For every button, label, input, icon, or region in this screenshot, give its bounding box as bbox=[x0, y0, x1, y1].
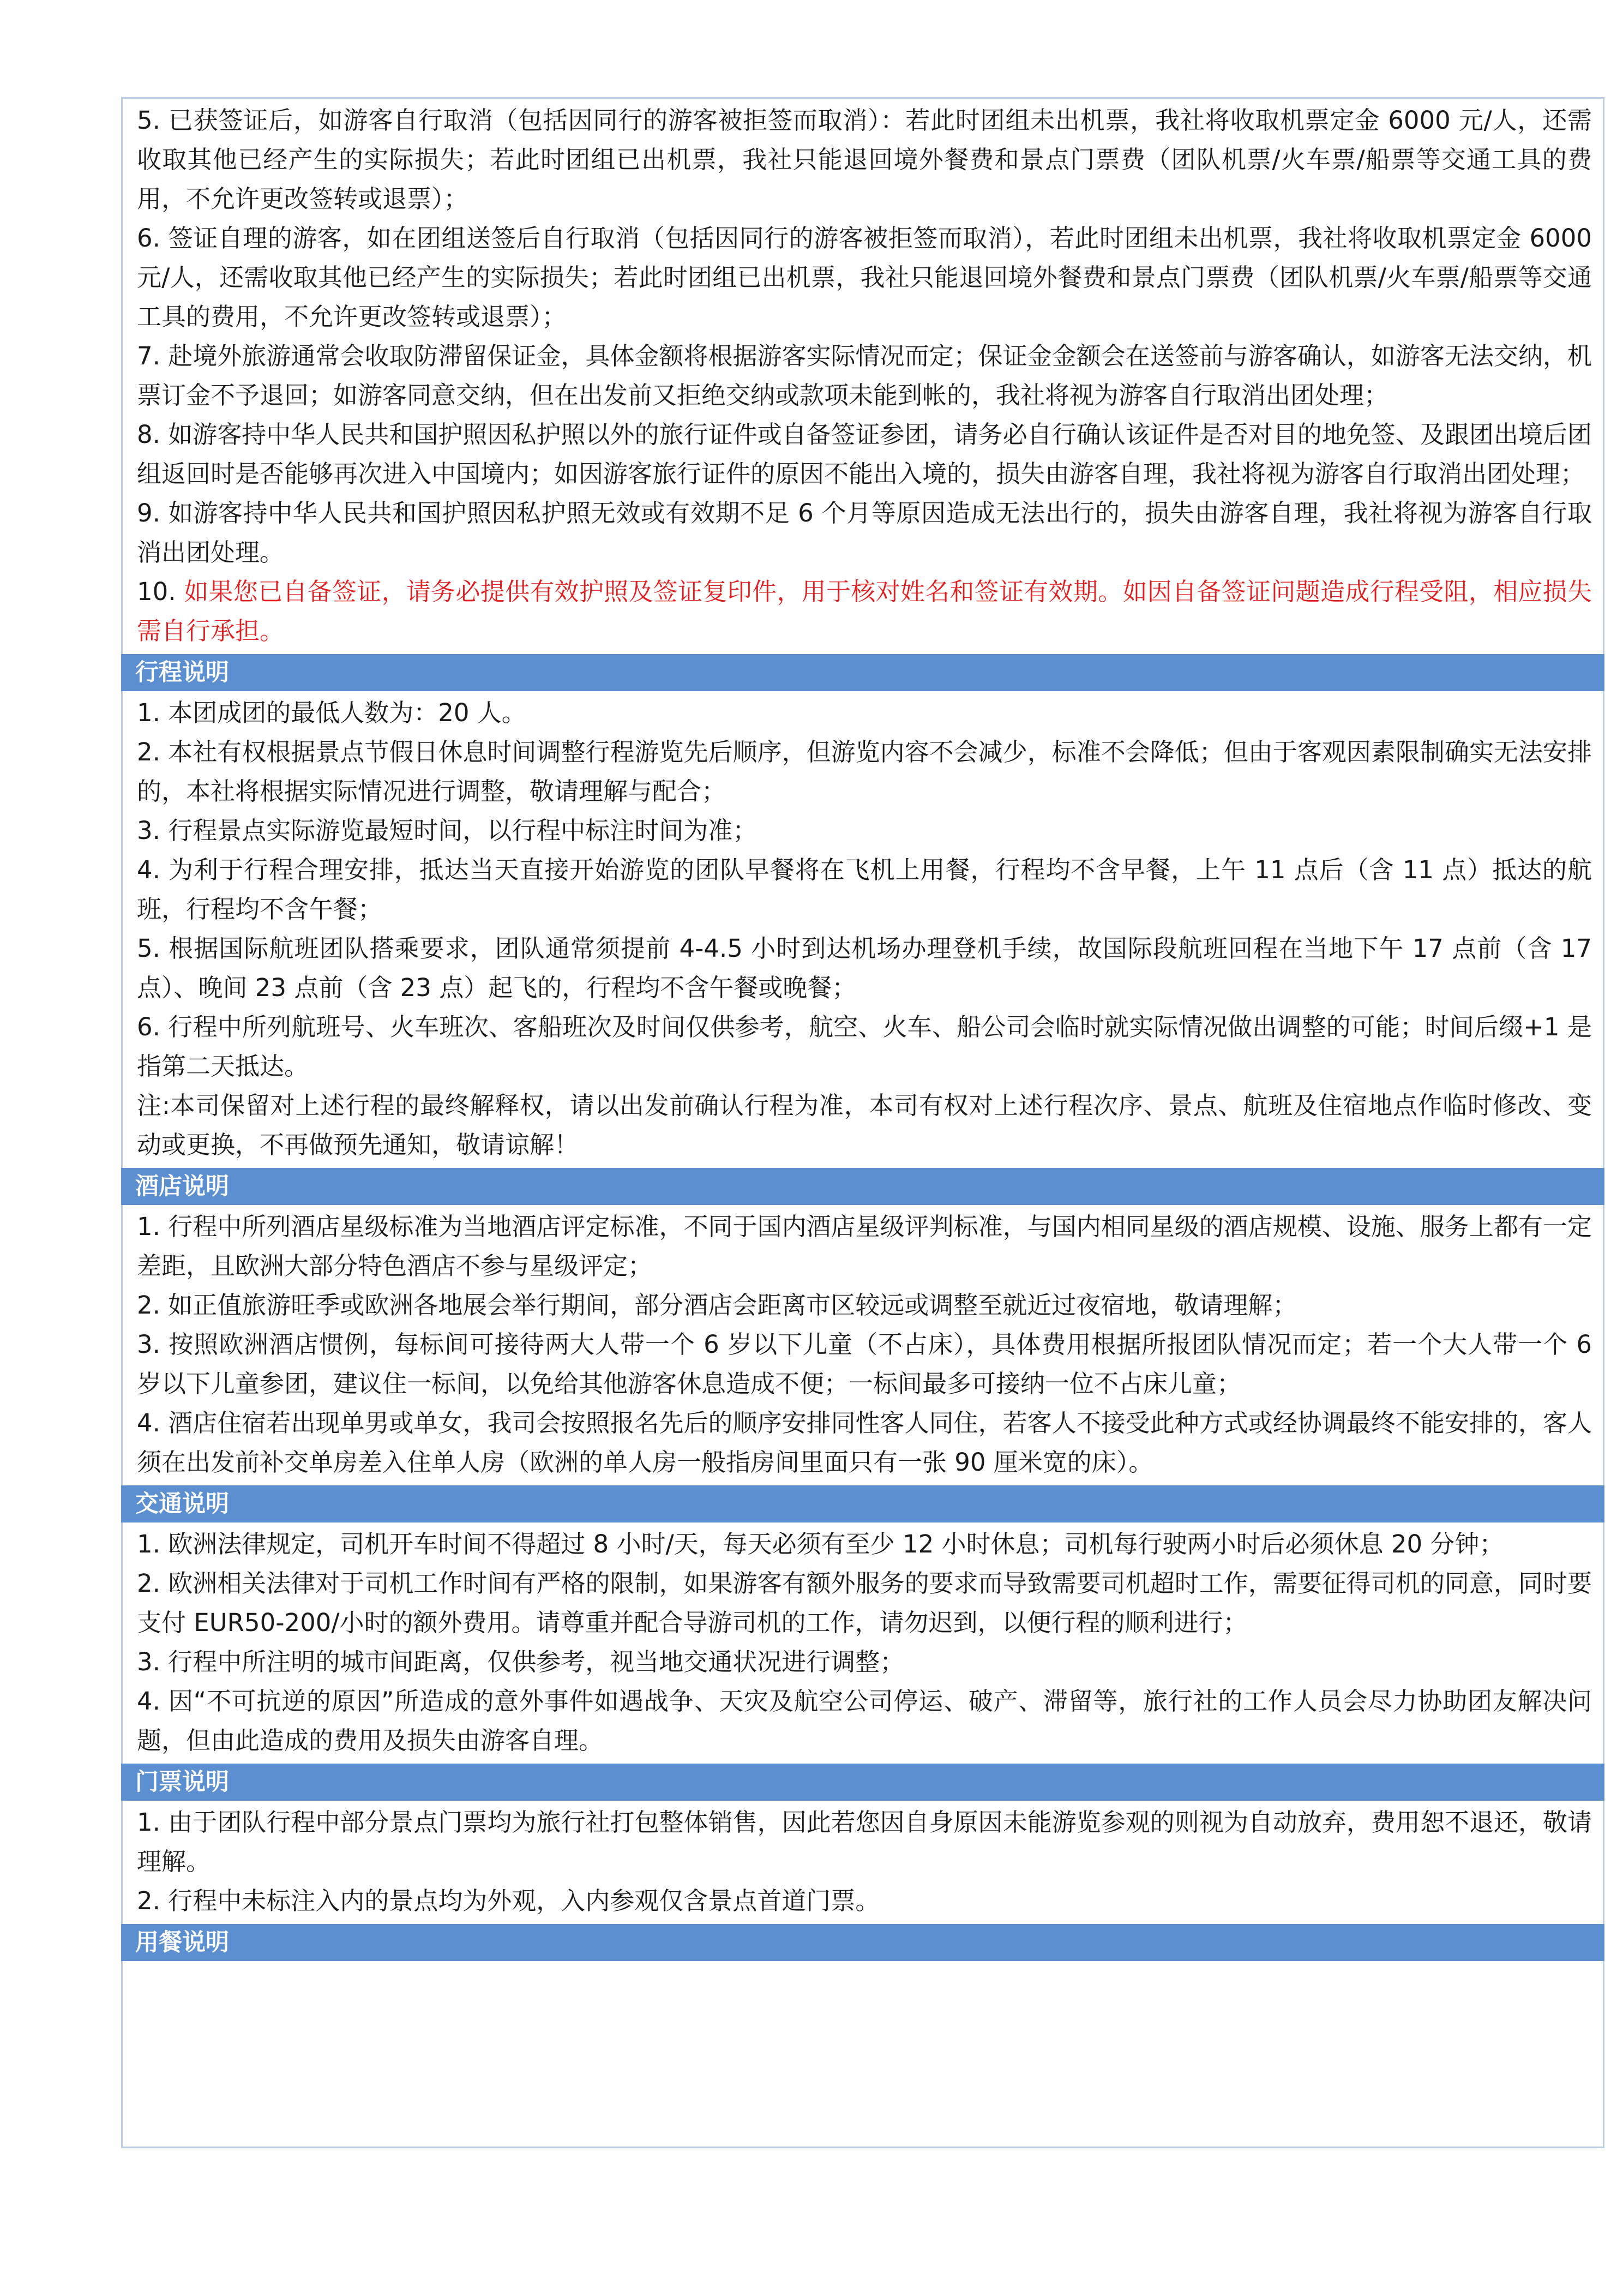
visa-note-10-warning: 如果您已自备签证，请务必提供有效护照及签证复印件，用于核对姓名和签证有效期。如因自备签证问题造成行程受阻，相应损失需自行承担。 bbox=[137, 577, 1592, 645]
section-title-tickets: 门票说明 bbox=[121, 1764, 1604, 1801]
itinerary-note: 1. 本团成团的最低人数为：20 人。 bbox=[137, 698, 526, 727]
section-title-hotel: 酒店说明 bbox=[121, 1168, 1604, 1205]
visa-notes-block bbox=[123, 99, 1603, 654]
itinerary-notes-block bbox=[123, 691, 1603, 1168]
visa-note-8: 8. 如游客持中华人民共和国护照因私护照以外的旅行证件或自备签证参团，请务必自行确认该证件是否对目的地免签、及跟团出境后团组返回时是否能够再次进入中国境内；如因游客旅行证件的原因不能出入境的，损失由游客自理，我社将视为游客自行取消出团处理； bbox=[137, 420, 1592, 488]
ticket-notes-block bbox=[123, 1801, 1603, 1924]
transport-note: 3. 行程中所注明的城市间距离，仅供参考，视当地交通状况进行调整； bbox=[137, 1647, 905, 1676]
transport-note: 1. 欧洲法律规定，司机开车时间不得超过 8 小时/天，每天必须有至少 12 小时休息；司机每行驶两小时后必须休息 20 分钟； bbox=[137, 1530, 1504, 1558]
visa-note-10 bbox=[123, 572, 1603, 651]
itinerary-note: 4. 为利于行程合理安排，抵达当天直接开始游览的团队早餐将在飞机上用餐，行程均不含早餐，上午 11 点后（含 11 点）抵达的航班，行程均不含午餐； bbox=[137, 855, 1592, 924]
hotel-notes-block bbox=[123, 1205, 1603, 1485]
visa-note-9: 9. 如游客持中华人民共和国护照因私护照无效或有效期不足 6 个月等原因造成无法出行的，损失由游客自理，我社将视为游客自行取消出团处理。 bbox=[137, 499, 1592, 567]
section-title-meals: 用餐说明 bbox=[121, 1924, 1604, 1961]
terms-document bbox=[121, 97, 1604, 2148]
section-title-transport: 交通说明 bbox=[121, 1485, 1604, 1522]
hotel-note: 3. 按照欧洲酒店惯例，每标间可接待两大人带一个 6 岁以下儿童（不占床），具体费用根据所报团队情况而定；若一个大人带一个 6 岁以下儿童参团，建议住一标间，以免给其他游客休息造成不便；一标间最多可接纳一位不占床儿童； bbox=[137, 1330, 1592, 1398]
itinerary-note: 3. 行程景点实际游览最短时间，以行程中标注时间为准； bbox=[137, 816, 758, 845]
hotel-note: 4. 酒店住宿若出现单男或单女，我司会按照报名先后的顺序安排同性客人同住，若客人不接受此种方式或经协调最终不能安排的，客人须在出发前补交单房差入住单人房（欧洲的单人房一般指房间里面只有一张 90 厘米宽的床）。 bbox=[137, 1408, 1592, 1477]
visa-note-6: 6. 签证自理的游客，如在团组送签后自行取消（包括因同行的游客被拒签而取消），若此时团组未出机票，我社将收取机票定金 6000 元/人，还需收取其他已经产生的实际损失；若此时团组已出机票，我社只能退回境外餐费和景点门票费（团队机票/火车票/船票等交通工具的费用，不允许更改签转或退票）； bbox=[137, 224, 1592, 331]
itinerary-note: 6. 行程中所列航班号、火车班次、客船班次及时间仅供参考，航空、火车、船公司会临时就实际情况做出调整的可能；时间后缀+1 是指第二天抵达。 bbox=[137, 1012, 1592, 1081]
itinerary-note: 2. 本社有权根据景点节假日休息时间调整行程游览先后顺序，但游览内容不会减少，标准不会降低；但由于客观因素限制确实无法安排的，本社将根据实际情况进行调整，敬请理解与配合； bbox=[137, 738, 1592, 806]
transport-note: 2. 欧洲相关法律对于司机工作时间有严格的限制，如果游客有额外服务的要求而导致需要司机超时工作，需要征得司机的同意，同时要支付 EUR50-200/小时的额外费用。请尊重并配合导游司机的工作，请勿迟到，以便行程的顺利进行； bbox=[137, 1569, 1592, 1637]
visa-note-7: 7. 赴境外旅游通常会收取防滞留保证金，具体金额将根据游客实际情况而定；保证金金额会在送签前与游客确认，如游客无法交纳，机票订金不予退回；如游客同意交纳，但在出发前又拒绝交纳或款项未能到帐的，我社将视为游客自行取消出团处理； bbox=[137, 341, 1592, 410]
section-title-itinerary: 行程说明 bbox=[121, 654, 1604, 691]
ticket-note: 1. 由于团队行程中部分景点门票均为旅行社打包整体销售，因此若您因自身原因未能游览参观的则视为自动放弃，费用恕不退还，敬请理解。 bbox=[137, 1808, 1592, 1876]
visa-note-5: 5. 已获签证后，如游客自行取消（包括因同行的游客被拒签而取消）：若此时团组未出机票，我社将收取机票定金 6000 元/人，还需收取其他已经产生的实际损失；若此时团组已出机票，我社只能退回境外餐费和景点门票费（团队机票/火车票/船票等交通工具的费用，不允许更改签转或退票）； bbox=[137, 106, 1592, 213]
transport-notes-block bbox=[123, 1522, 1603, 1764]
hotel-note: 1. 行程中所列酒店星级标准为当地酒店评定标准，不同于国内酒店星级评判标准，与国内相同星级的酒店规模、设施、服务上都有一定差距，且欧洲大部分特色酒店不参与星级评定； bbox=[137, 1212, 1592, 1280]
ticket-note: 2. 行程中未标注入内的景点均为外观，入内参观仅含景点首道门票。 bbox=[137, 1886, 880, 1915]
visa-note-10-number: 10. bbox=[137, 577, 176, 606]
transport-note: 4. 因“不可抗逆的原因”所造成的意外事件如遇战争、天灾及航空公司停运、破产、滞留等，旅行社的工作人员会尽力协助团友解决问题，但由此造成的费用及损失由游客自理。 bbox=[137, 1687, 1592, 1755]
itinerary-disclaimer: 注:本司保留对上述行程的最终解释权，请以出发前确认行程为准，本司有权对上述行程次序、景点、航班及住宿地点作临时修改、变动或更换，不再做预先通知，敬请谅解！ bbox=[137, 1091, 1592, 1159]
hotel-note: 2. 如正值旅游旺季或欧洲各地展会举行期间，部分酒店会距离市区较远或调整至就近过夜宿地，敬请理解； bbox=[137, 1291, 1297, 1320]
itinerary-note: 5. 根据国际航班团队搭乘要求，团队通常须提前 4-4.5 小时到达机场办理登机手续，故国际段航班回程在当地下午 17 点前（含 17 点）、晚间 23 点前（含 23 点）起飞的，行程均不含午餐或晚餐； bbox=[137, 934, 1592, 1002]
